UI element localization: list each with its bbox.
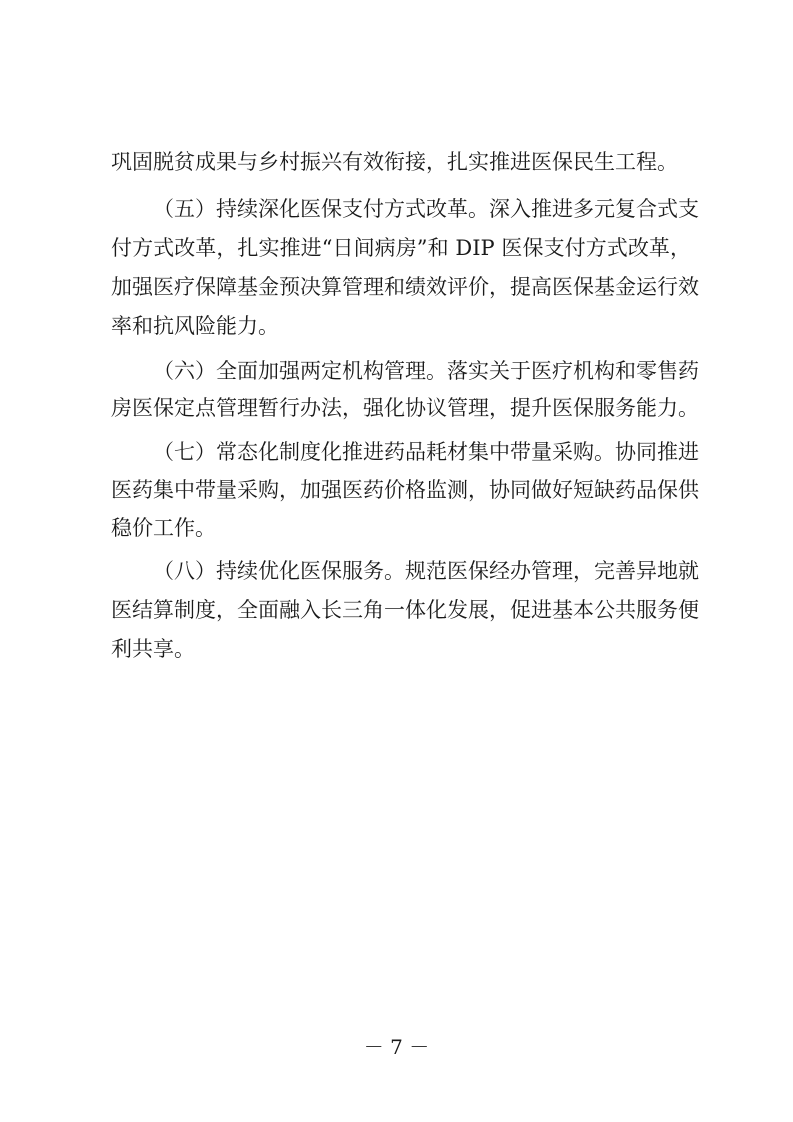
line-text: 医药集中带量采购，加强医药价格监测，协同做好短缺药品保供 (111, 478, 699, 502)
line-text: 稳价工作。 (111, 516, 216, 540)
line-text: （六）全面加强两定机构管理。落实关于医疗机构和零售药 (153, 359, 699, 383)
line-text: （五）持续深化医保支付方式改革。深入推进多元复合式支 (153, 197, 699, 221)
page-number: － 7 － (363, 1035, 430, 1059)
text-line-9 (0, 470, 793, 510)
line-text: 付方式改革，扎实推进“日间病房”和 DIP 医保支付方式改革， (111, 236, 691, 260)
line-text: （七）常态化制度化推进药品耗材集中带量采购。协同推进 (153, 440, 699, 464)
text-line-10 (0, 508, 793, 548)
text-line-1 (0, 142, 793, 182)
line-text: 率和抗风险能力。 (111, 314, 279, 338)
text-line-13 (0, 629, 793, 669)
line-text: 利共享。 (111, 637, 195, 661)
line-text: （八）持续优化医保服务。规范医保经办管理，完善异地就 (153, 559, 699, 583)
line-text: 医结算制度，全面融入长三角一体化发展，促进基本公共服务便 (111, 598, 699, 622)
text-line-12 (0, 590, 793, 630)
text-line-2 (0, 189, 793, 229)
text-line-4 (0, 267, 793, 307)
line-text: 巩固脱贫成果与乡村振兴有效衔接，扎实推进医保民生工程。 (111, 150, 678, 174)
line-text: 加强医疗保障基金预决算管理和绩效评价，提高医保基金运行效 (111, 275, 699, 299)
text-line-5 (0, 306, 793, 346)
text-line-3 (0, 228, 793, 268)
text-line-7 (0, 388, 793, 428)
line-text: 房医保定点管理暂行办法，强化协议管理，提升医保服务能力。 (111, 396, 699, 420)
text-line-6 (0, 351, 793, 391)
text-line-8 (0, 432, 793, 472)
text-line-11 (0, 551, 793, 591)
